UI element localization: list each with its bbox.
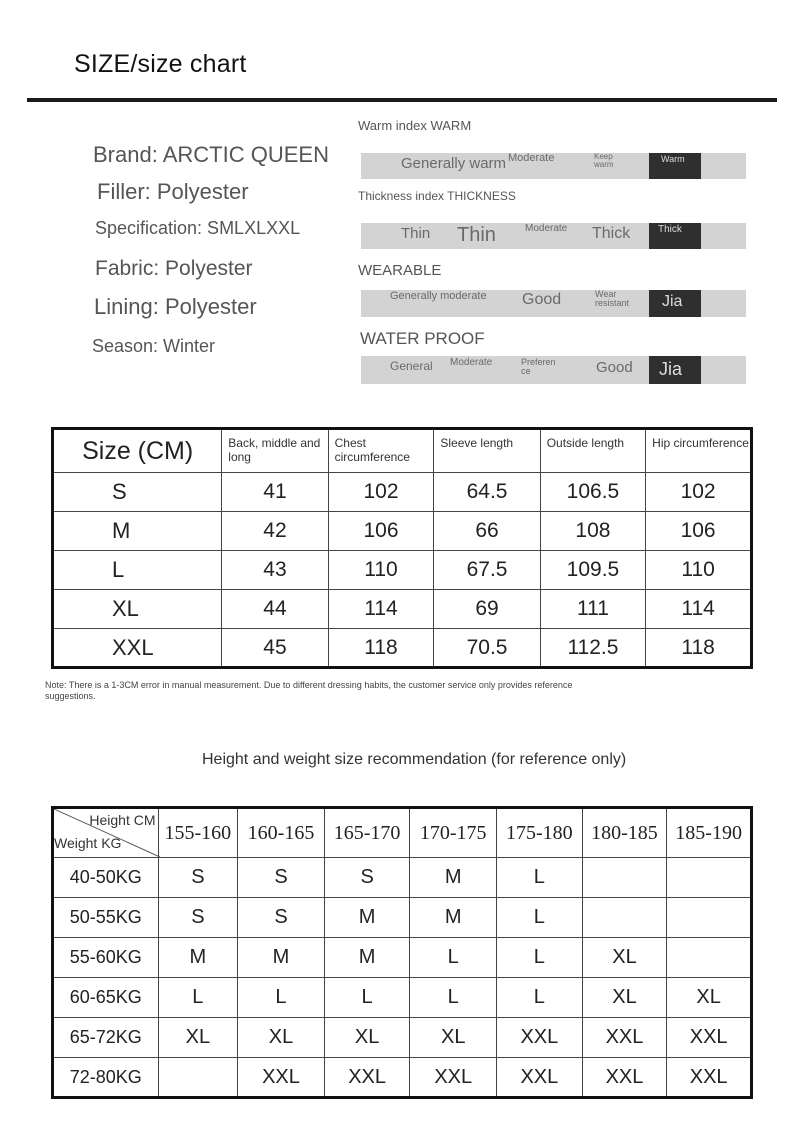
waterproof-level-label: Preferen ce	[521, 357, 556, 377]
spec-lining: Lining: Polyester	[94, 294, 257, 319]
height-range-header: 155-160	[158, 808, 238, 858]
size-label-cell: M	[53, 512, 222, 551]
measurement-cell: 42	[222, 512, 328, 551]
recommended-size-cell	[667, 898, 752, 938]
thickness-level-label: Thin	[401, 225, 431, 242]
recommended-size-cell: XXL	[582, 1018, 667, 1058]
spec-season: Season: Winter	[92, 336, 216, 356]
spec-brand: Brand: ARCTIC QUEEN	[93, 142, 329, 167]
table-row	[53, 512, 752, 551]
measurement-cell: 43	[222, 551, 328, 590]
recommended-size-cell	[667, 858, 752, 898]
measurement-cell: 110	[328, 551, 434, 590]
size-label-cell: XL	[53, 590, 222, 629]
recommended-size-cell: L	[238, 978, 325, 1018]
recommended-size-cell: XXL	[324, 1058, 410, 1098]
column-header: Size (CM)	[53, 429, 222, 473]
weight-range-cell: 50-55KG	[53, 898, 159, 938]
column-header: Outside length	[540, 429, 645, 473]
recommended-size-cell: XXL	[238, 1058, 325, 1098]
table-row	[53, 978, 752, 1018]
recommended-size-cell	[582, 898, 667, 938]
wearable-level-label: Good	[522, 291, 562, 308]
height-range-header: 185-190	[667, 808, 752, 858]
measurement-cell: 114	[328, 590, 434, 629]
table-row	[53, 1018, 752, 1058]
recommendation-table	[51, 806, 753, 1099]
height-range-header: 170-175	[410, 808, 497, 858]
height-range-header: 160-165	[238, 808, 325, 858]
recommended-size-cell	[158, 1058, 238, 1098]
recommended-size-cell: XL	[324, 1018, 410, 1058]
height-range-header: 165-170	[324, 808, 410, 858]
measurement-cell: 69	[434, 590, 540, 629]
recommended-size-cell: XL	[667, 978, 752, 1018]
recommended-size-cell: L	[410, 938, 497, 978]
recommended-size-cell: L	[158, 978, 238, 1018]
column-header: Chest circumference	[328, 429, 434, 473]
recommended-size-cell: M	[238, 938, 325, 978]
waterproof-index-bar	[361, 356, 746, 384]
recommended-size-cell: M	[158, 938, 238, 978]
recommended-size-cell: XXL	[497, 1018, 583, 1058]
measurement-cell: 70.5	[434, 629, 540, 668]
measurement-cell: 106	[328, 512, 434, 551]
recommended-size-cell: M	[410, 898, 497, 938]
thickness-level-label: Thick	[592, 225, 631, 242]
column-header: Sleeve length	[434, 429, 540, 473]
recommended-size-cell: XXL	[497, 1058, 583, 1098]
recommended-size-cell: XL	[238, 1018, 325, 1058]
recommendation-title: Height and weight size recommendation (for reference only)	[202, 751, 627, 768]
weight-range-cell: 72-80KG	[53, 1058, 159, 1098]
recommended-size-cell: XXL	[582, 1058, 667, 1098]
waterproof-index-title: WATER PROOF	[360, 329, 485, 348]
warm-level-label: Keep warm	[594, 152, 614, 170]
recommended-size-cell: XL	[582, 938, 667, 978]
size-label-cell: S	[53, 473, 222, 512]
recommended-size-cell: M	[324, 898, 410, 938]
recommended-size-cell	[582, 858, 667, 898]
table-row	[53, 858, 752, 898]
measurement-cell: 108	[540, 512, 645, 551]
spec-filler: Filler: Polyester	[97, 179, 249, 204]
measurement-cell: 45	[222, 629, 328, 668]
recommended-size-cell: L	[410, 978, 497, 1018]
wearable-index-title: WEARABLE	[358, 262, 442, 279]
recommended-size-cell: XXL	[667, 1018, 752, 1058]
measurement-cell: 109.5	[540, 551, 645, 590]
recommended-size-cell: S	[238, 898, 325, 938]
measurement-cell: 106	[646, 512, 752, 551]
height-range-header: 175-180	[497, 808, 583, 858]
recommended-size-cell: S	[158, 858, 238, 898]
thickness-level-label: Moderate	[525, 223, 568, 234]
measurement-cell: 106.5	[540, 473, 645, 512]
weight-range-cell: 65-72KG	[53, 1018, 159, 1058]
table-row	[53, 898, 752, 938]
column-header: Hip circumference	[646, 429, 752, 473]
measurement-cell: 102	[328, 473, 434, 512]
wearable-level-label: Wear resistant	[595, 289, 630, 309]
waterproof-level-label: Moderate	[450, 357, 493, 368]
page-title: SIZE/size chart	[74, 50, 247, 78]
measurement-cell: 118	[646, 629, 752, 668]
recommended-size-cell: S	[238, 858, 325, 898]
size-label-cell: L	[53, 551, 222, 590]
size-table	[51, 427, 753, 669]
table-row	[53, 1058, 752, 1098]
measurement-cell: 112.5	[540, 629, 645, 668]
corner-cell	[53, 808, 159, 858]
corner-weight-label: Weight KG	[54, 835, 122, 851]
recommended-size-cell: S	[158, 898, 238, 938]
thickness-index-title: Thickness index THICKNESS	[358, 189, 516, 203]
recommended-size-cell: XL	[410, 1018, 497, 1058]
spec-specification: Specification: SMLXLXXL	[95, 218, 301, 238]
title-divider	[27, 98, 777, 102]
measurement-cell: 110	[646, 551, 752, 590]
thickness-level-label: Thin	[457, 224, 496, 246]
measurement-cell: 67.5	[434, 551, 540, 590]
recommended-size-cell: XL	[158, 1018, 238, 1058]
thickness-index-bar	[361, 223, 746, 249]
height-range-header: 180-185	[582, 808, 667, 858]
recommended-size-cell: M	[410, 858, 497, 898]
recommended-size-cell: XXL	[410, 1058, 497, 1098]
recommended-size-cell: L	[497, 898, 583, 938]
measurement-cell: 111	[540, 590, 645, 629]
recommended-size-cell: L	[497, 938, 583, 978]
wearable-selected-level: Jia	[649, 290, 701, 317]
table-row	[53, 473, 752, 512]
table-row	[53, 938, 752, 978]
recommended-size-cell: XL	[582, 978, 667, 1018]
table-row	[53, 629, 752, 668]
weight-range-cell: 60-65KG	[53, 978, 159, 1018]
measurement-cell: 102	[646, 473, 752, 512]
waterproof-level-label: Good	[596, 359, 633, 376]
waterproof-selected-level: Jia	[649, 356, 701, 384]
measurement-note: Note: There is a 1-3CM error in manual measurement. Due to different dressing habits, the customer service only provides reference suggestions.	[45, 680, 573, 702]
measurement-cell: 44	[222, 590, 328, 629]
recommended-size-cell	[667, 938, 752, 978]
waterproof-level-label: General	[390, 359, 433, 373]
weight-range-cell: 55-60KG	[53, 938, 159, 978]
recommendation-header	[53, 808, 752, 858]
measurement-cell: 64.5	[434, 473, 540, 512]
warm-index-title: Warm index WARM	[358, 118, 472, 133]
wearable-level-label: Generally moderate	[390, 290, 487, 302]
corner-height-label: Height CM	[89, 812, 156, 828]
warm-level-label: Moderate	[508, 152, 555, 164]
size-label-cell: XXL	[53, 629, 222, 668]
recommended-size-cell: XXL	[667, 1058, 752, 1098]
measurement-cell: 41	[222, 473, 328, 512]
thickness-selected-level: Thick	[649, 223, 701, 249]
warm-level-label: Generally warm	[401, 155, 507, 172]
warm-index-bar	[361, 153, 746, 179]
table-row	[53, 551, 752, 590]
warm-selected-level: Warm	[649, 153, 701, 179]
weight-range-cell: 40-50KG	[53, 858, 159, 898]
recommended-size-cell: S	[324, 858, 410, 898]
table-row	[53, 590, 752, 629]
column-header: Back, middle and long	[222, 429, 328, 473]
recommended-size-cell: L	[497, 858, 583, 898]
measurement-cell: 114	[646, 590, 752, 629]
size-table-header	[53, 429, 752, 473]
measurement-cell: 118	[328, 629, 434, 668]
wearable-index-bar	[361, 290, 746, 317]
recommended-size-cell: L	[497, 978, 583, 1018]
recommended-size-cell: L	[324, 978, 410, 1018]
measurement-cell: 66	[434, 512, 540, 551]
recommended-size-cell: M	[324, 938, 410, 978]
spec-fabric: Fabric: Polyester	[95, 257, 253, 280]
